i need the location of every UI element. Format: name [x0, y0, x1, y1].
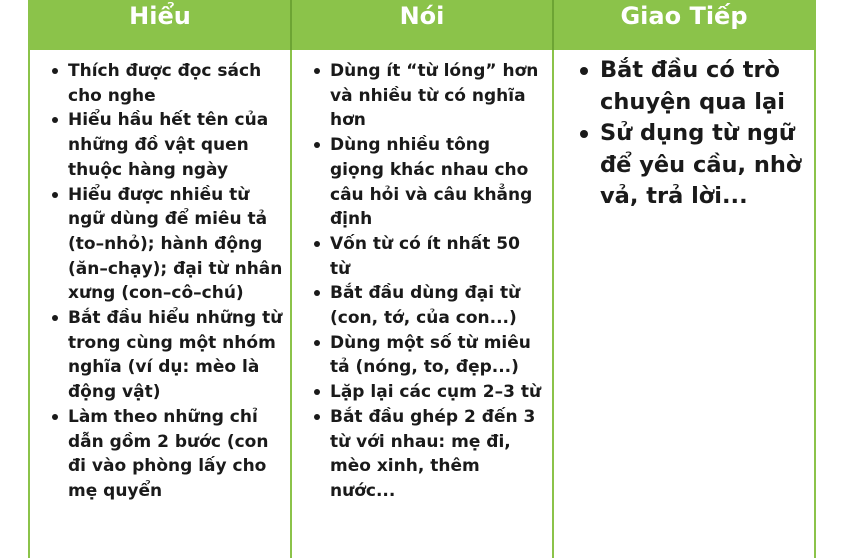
list-item: Bắt đầu dùng đại từ (con, tớ, của con...)	[292, 281, 552, 330]
list-item: Làm theo những chỉ dẫn gồm 2 bước (con đi vào phòng lấy cho mẹ quyển	[30, 405, 290, 504]
list-item: Thích được đọc sách cho nghe	[30, 59, 290, 108]
list-item: Dùng ít “từ lóng” hơn và nhiều từ có nghĩa hơn	[292, 59, 552, 133]
header-communication: Giao Tiếp	[552, 0, 814, 50]
list-item: Hiểu hầu hết tên của những đồ vật quen thuộc hàng ngày	[30, 108, 290, 182]
table-header	[30, 0, 814, 50]
list-item: Vốn từ có ít nhất 50 từ	[292, 232, 552, 281]
column-speaking	[290, 50, 552, 558]
list-item: Dùng nhiều tông giọng khác nhau cho câu hỏi và câu khẳng định	[292, 133, 552, 232]
header-understanding: Hiểu	[129, 2, 191, 30]
list-item: Bắt đầu hiểu những từ trong cùng một nhóm nghĩa (ví dụ: mèo là động vật)	[30, 306, 290, 405]
column-understanding	[30, 50, 290, 558]
list-item: Bắt đầu có trò chuyện qua lại	[554, 55, 814, 118]
header-speaking: Nói	[290, 0, 552, 50]
list-item: Lặp lại các cụm 2–3 từ	[292, 380, 552, 405]
development-table	[28, 0, 816, 558]
list-item: Dùng một số từ miêu tả (nóng, to, đẹp...)	[292, 331, 552, 380]
understanding-list	[30, 50, 290, 504]
list-item: Bắt đầu ghép 2 đến 3 từ với nhau: mẹ đi, mèo xinh, thêm nước...	[292, 405, 552, 504]
communication-list	[554, 50, 814, 213]
column-communication	[552, 50, 814, 558]
list-item: Hiểu được nhiều từ ngữ dùng để miêu tả (to–nhỏ); hành động (ăn–chạy); đại từ nhân xưng (con–cô–chú)	[30, 183, 290, 307]
list-item: Sử dụng từ ngữ để yêu cầu, nhờ vả, trả lời...	[554, 118, 814, 213]
speaking-list	[292, 50, 552, 504]
table-body	[30, 50, 814, 558]
